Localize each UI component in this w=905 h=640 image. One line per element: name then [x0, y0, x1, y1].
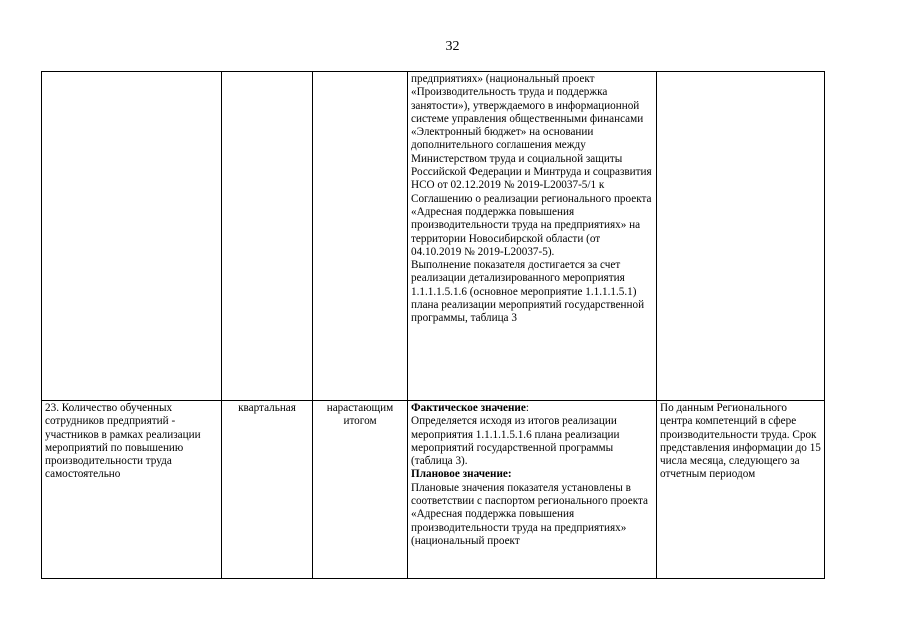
- page-number: 32: [445, 39, 460, 54]
- cell-source-23: [657, 401, 825, 579]
- cell-source-empty: [657, 72, 825, 401]
- cell-calculation-23: [313, 401, 408, 579]
- cell-description-23: [408, 401, 657, 579]
- cell-periodicity-empty: [222, 72, 313, 401]
- actual-value-heading-line: [411, 402, 653, 415]
- actual-value-heading-suffix: :: [525, 402, 529, 414]
- cell-calculation-empty: [313, 72, 408, 401]
- description-text-2: Выполнение показателя достигается за счет реализации детализированного мероприятия 1.1.1.1.5.1.6 (основное мероприятие 1.1.1.1.5.1) плана реализации мероприятий государственной программы, таблица 3: [411, 259, 645, 325]
- table-row-continued: [42, 72, 825, 401]
- indicators-table: [41, 71, 825, 579]
- source-text: По данным Регионального центра компетенций в сфере производительности труда. Срок представления информации до 15 числа месяца, следующего за отчетным периодом: [660, 402, 821, 481]
- cell-indicator-empty: [42, 72, 222, 401]
- cell-description-continued: [408, 72, 657, 401]
- actual-value-heading: Фактическое значение: [411, 402, 526, 414]
- calculation-type-value: нарастающим итогом: [326, 402, 394, 428]
- periodicity-value: квартальная: [238, 402, 296, 414]
- cell-indicator-23: [42, 401, 222, 579]
- planned-value-text: Плановые значения показателя установлены в соответствии с паспортом регионального проекта «Адресная поддержка повышения производительности труда на предприятиях» (национальный проект: [411, 481, 649, 547]
- actual-value-text: Определяется исходя из итогов реализации мероприятия 1.1.1.1.5.1.6 плана реализации мероприятий государственной программы (таблица 3).: [411, 415, 620, 468]
- table-row-23: [42, 401, 825, 579]
- description-text: предприятиях» (национальный проект «Производительность труда и поддержка занятости»), утверждаемого в информационной системе управления общественными финансами «Электронный бюджет» на основании дополнительного соглашения между Министерством труда и социальной защиты Российской Федерации и Минтруда и соцразвития НСО от 02.12.2019 № 2019-L20037-5/1 к Соглашению о реализации регионального проекта «Адресная поддержка повышения производительности труда на предприятиях» на территории Новосибирской области (от 04.10.2019 № 2019-L20037-5).: [411, 73, 652, 258]
- cell-periodicity-23: [222, 401, 313, 579]
- indicator-name: 23. Количество обученных сотрудников предприятий - участников в рамках реализации мероприятий по повышению производительности труда самостоятельно: [45, 402, 201, 481]
- planned-value-heading: Плановое значение:: [411, 468, 512, 481]
